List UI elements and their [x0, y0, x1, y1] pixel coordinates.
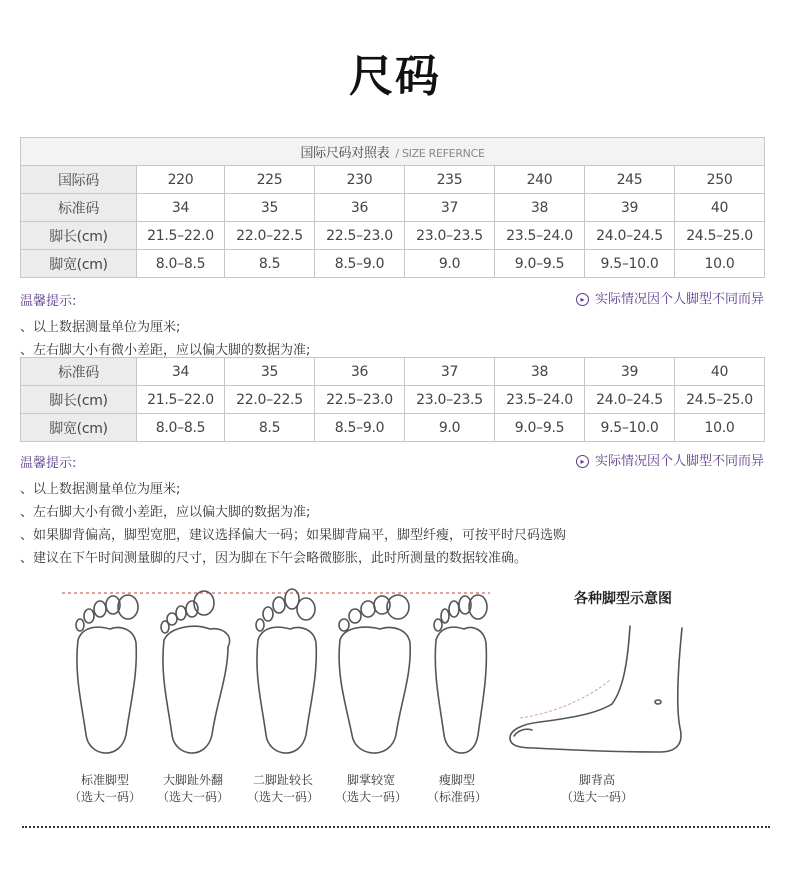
tip-label: 温馨提示:	[20, 456, 77, 471]
size-table-international	[20, 137, 765, 278]
table-cell: 37	[405, 358, 495, 386]
table-cell: 9.0	[405, 250, 495, 278]
foot-caption	[238, 772, 328, 806]
arrow-circle-icon: ▸	[576, 293, 589, 306]
foot-slim-icon	[434, 595, 487, 753]
foot-types-illustration	[60, 585, 500, 770]
table-cell: 22.0–22.5	[225, 222, 315, 250]
table-cell: 23.5–24.0	[495, 222, 585, 250]
table-cell: 10.0	[675, 414, 765, 442]
size-table-header-title: 国际尺码对照表	[300, 146, 390, 161]
table-cell: 35	[225, 194, 315, 222]
table-cell: 245	[585, 166, 675, 194]
table-cell: 22.5–23.0	[315, 386, 405, 414]
table-cell: 24.0–24.5	[585, 386, 675, 414]
page-title: 尺码	[349, 51, 441, 102]
table-row	[21, 386, 765, 414]
table-cell: 8.0–8.5	[137, 414, 225, 442]
row-label: 国际码	[21, 166, 137, 194]
tip-note-text: 实际情况因个人脚型不同而异	[594, 292, 764, 307]
foot-type-name: 二脚趾较长	[252, 773, 313, 787]
row-label: 脚长(cm)	[21, 222, 137, 250]
table-cell: 21.5–22.0	[137, 222, 225, 250]
foot-wide-icon	[339, 595, 410, 753]
table-cell: 235	[405, 166, 495, 194]
row-label: 标准码	[21, 194, 137, 222]
table-cell: 24.5–25.0	[675, 222, 765, 250]
foot-standard-icon	[76, 595, 138, 753]
note-line: 、以上数据测量单位为厘米;	[20, 320, 181, 335]
foot-caption	[326, 772, 416, 806]
note-line: 、以上数据测量单位为厘米;	[20, 482, 181, 497]
foot-type-name: 脚背高	[578, 773, 615, 787]
foot-bunion-icon	[161, 591, 230, 753]
arrow-circle-icon: ▸	[576, 455, 589, 468]
table-cell: 8.5	[225, 414, 315, 442]
table-cell: 220	[137, 166, 225, 194]
table-cell: 9.0	[405, 414, 495, 442]
table-cell: 39	[585, 358, 675, 386]
table-cell: 23.0–23.5	[405, 386, 495, 414]
size-table-header	[21, 138, 765, 166]
foot-caption	[552, 772, 642, 806]
table-cell: 250	[675, 166, 765, 194]
diagram-title: 各种脚型示意图	[574, 591, 672, 607]
table-cell: 34	[137, 194, 225, 222]
tip-label: 温馨提示:	[20, 294, 77, 309]
table-cell: 8.5–9.0	[315, 414, 405, 442]
table-cell: 22.5–23.0	[315, 222, 405, 250]
table-cell: 37	[405, 194, 495, 222]
size-table-standard	[20, 357, 765, 442]
foot-type-advice: （选大一码）	[68, 790, 141, 804]
table-cell: 9.0–9.5	[495, 250, 585, 278]
table-cell: 230	[315, 166, 405, 194]
table-cell: 8.5	[225, 250, 315, 278]
table-row	[21, 414, 765, 442]
table-cell: 40	[675, 194, 765, 222]
divider	[22, 826, 770, 828]
foot-type-advice: （选大一码）	[156, 790, 229, 804]
foot-type-name: 脚掌较宽	[346, 773, 395, 787]
table-cell: 24.5–25.0	[675, 386, 765, 414]
foot-type-name: 瘦脚型	[438, 773, 475, 787]
table-cell: 10.0	[675, 250, 765, 278]
row-label: 脚宽(cm)	[21, 250, 137, 278]
table-cell: 38	[495, 194, 585, 222]
table-cell: 22.0–22.5	[225, 386, 315, 414]
table-cell: 39	[585, 194, 675, 222]
table-cell: 240	[495, 166, 585, 194]
foot-high-instep-icon	[500, 618, 700, 768]
row-label: 脚长(cm)	[21, 386, 137, 414]
table-cell: 23.0–23.5	[405, 222, 495, 250]
table-row	[21, 358, 765, 386]
size-table-header-sub: / SIZE REFERNCE	[395, 147, 485, 160]
table-row	[21, 250, 765, 278]
tip-note	[576, 450, 764, 469]
table-cell: 9.5–10.0	[585, 414, 675, 442]
foot-type-advice: （选大一码）	[334, 790, 407, 804]
foot-type-name: 大脚趾外翻	[162, 773, 223, 787]
table-cell: 40	[675, 358, 765, 386]
table-cell: 8.5–9.0	[315, 250, 405, 278]
foot-type-advice: （选大一码）	[560, 790, 633, 804]
table-cell: 21.5–22.0	[137, 386, 225, 414]
table-row	[21, 166, 765, 194]
table-cell: 9.5–10.0	[585, 250, 675, 278]
table-cell: 36	[315, 358, 405, 386]
table-cell: 34	[137, 358, 225, 386]
foot-type-advice: （标准码）	[426, 790, 487, 804]
table-row	[21, 194, 765, 222]
table-cell: 9.0–9.5	[495, 414, 585, 442]
foot-long-second-toe-icon	[256, 589, 316, 753]
table-cell: 225	[225, 166, 315, 194]
row-label: 标准码	[21, 358, 137, 386]
foot-caption	[148, 772, 238, 806]
row-label: 脚宽(cm)	[21, 414, 137, 442]
note-line: 、如果脚背偏高，脚型宽肥，建议选择偏大一码；如果脚背扁平，脚型纤瘦，可按平时尺码选购	[20, 528, 567, 543]
table-cell: 38	[495, 358, 585, 386]
tip-note	[576, 288, 764, 307]
table-cell: 35	[225, 358, 315, 386]
note-line: 、左右脚大小有微小差距，应以偏大脚的数据为准;	[20, 505, 311, 520]
note-line: 、建议在下午时间测量脚的尺寸，因为脚在下午会略微膨胀，此时所测量的数据较准确。	[20, 551, 528, 566]
foot-caption	[412, 772, 502, 806]
table-cell: 23.5–24.0	[495, 386, 585, 414]
foot-type-advice: （选大一码）	[246, 790, 319, 804]
table-row	[21, 222, 765, 250]
table-cell: 36	[315, 194, 405, 222]
table-cell: 24.0–24.5	[585, 222, 675, 250]
foot-caption	[60, 772, 150, 806]
table-cell: 8.0–8.5	[137, 250, 225, 278]
foot-type-name: 标准脚型	[80, 773, 129, 787]
tip-note-text: 实际情况因个人脚型不同而异	[594, 454, 764, 469]
note-line: 、左右脚大小有微小差距，应以偏大脚的数据为准;	[20, 343, 311, 358]
